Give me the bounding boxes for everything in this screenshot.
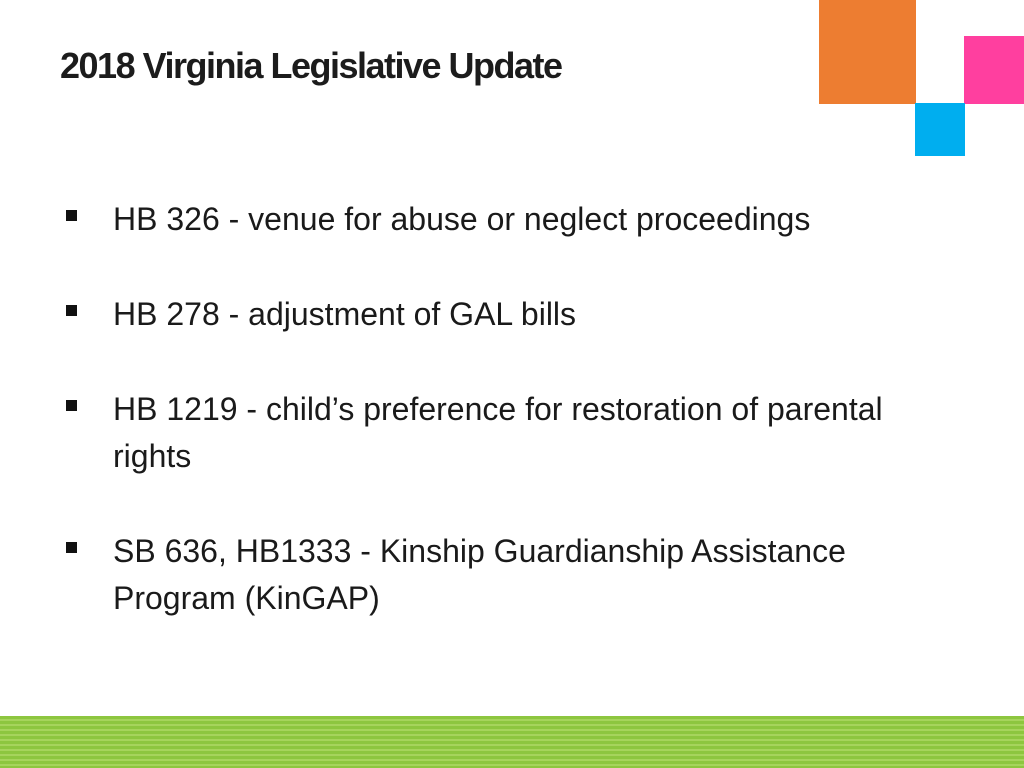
bullet-text: SB 636, HB1333 - Kinship Guardianship Assistance Program (KinGAP) <box>113 533 846 616</box>
bottom-green-band <box>0 716 1024 768</box>
bullet-item-hb1219 <box>62 386 962 480</box>
square-bullet-icon <box>66 542 77 553</box>
decorative-pink-square <box>964 36 1024 104</box>
bullet-list <box>62 196 962 622</box>
slide-title: 2018 Virginia Legislative Update <box>60 45 562 86</box>
decorative-orange-square <box>819 0 916 104</box>
square-bullet-icon <box>66 210 77 221</box>
square-bullet-icon <box>66 400 77 411</box>
decorative-blue-square <box>915 103 965 156</box>
bullet-item-hb326 <box>62 196 962 243</box>
bullet-text: HB 326 - venue for abuse or neglect proceedings <box>113 201 811 237</box>
bullet-item-hb278 <box>62 291 962 338</box>
bullet-text: HB 278 - adjustment of GAL bills <box>113 296 577 332</box>
square-bullet-icon <box>66 305 77 316</box>
bullet-item-sb636 <box>62 528 962 622</box>
bullet-text: HB 1219 - child’s preference for restoration of parental rights <box>113 391 883 474</box>
